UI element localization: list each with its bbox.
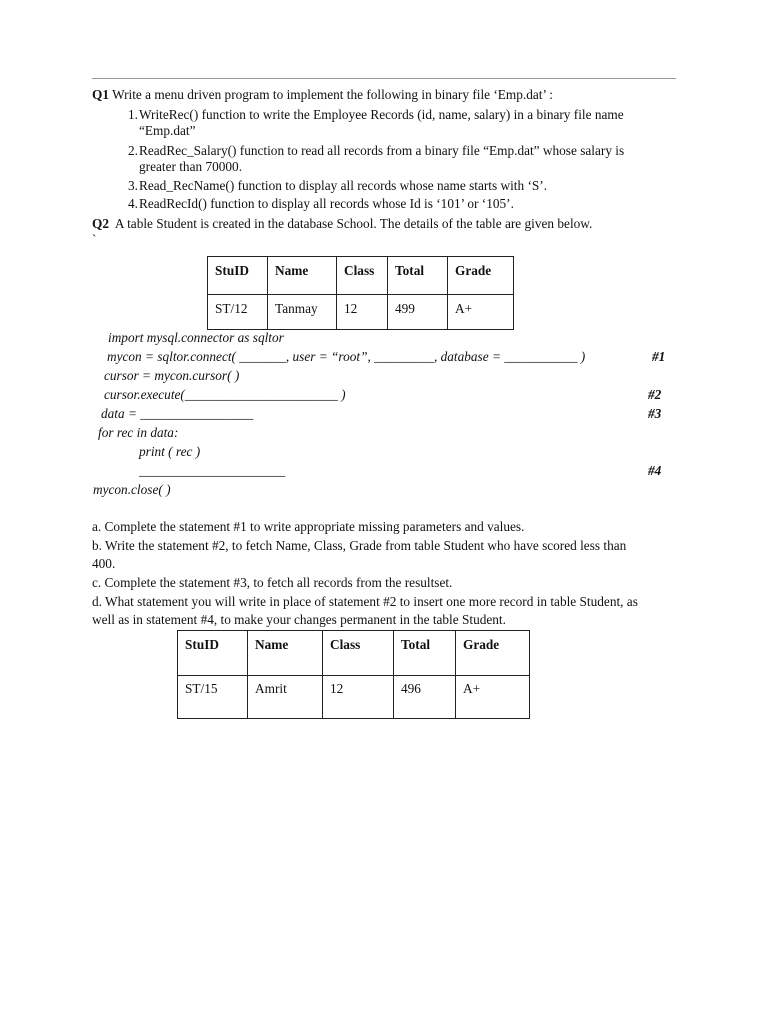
q2-label: Q2 (92, 216, 109, 231)
table-row (208, 295, 514, 330)
part-b: b. Write the statement #2, to fetch Name, Class, Grade from table Student who have scored less than (92, 538, 627, 553)
header-cell: Class (323, 631, 394, 676)
q2-heading (92, 216, 592, 232)
student-table-2 (177, 630, 530, 719)
header-cell: StuID (178, 631, 248, 676)
q1-item-text: ReadRecId() function to display all records whose Id is ‘101’ or ‘105’. (139, 196, 514, 211)
code-tag-1: #1 (652, 349, 666, 364)
q1-item-number: 3. (128, 178, 138, 193)
q1-item-2 (112, 143, 672, 175)
code-tag-2: #2 (648, 387, 662, 402)
table-header-row (178, 631, 530, 676)
q2-text: A table Student is created in the database School. The details of the table are given below. (114, 216, 593, 231)
q1-item-text: WriteRec() function to write the Employee Records (id, name, salary) in a binary file name (139, 107, 624, 122)
part-d: d. What statement you will write in place of statement #2 to insert one more record in table Student, as (92, 594, 638, 609)
table-cell: 496 (394, 676, 456, 719)
code-line-connect: mycon = sqltor.connect( _______, user = “root”, _________, database = ___________ ) (107, 349, 586, 364)
header-cell: Total (388, 257, 448, 295)
q1-item-text-cont: “Emp.dat” (139, 123, 196, 138)
q1-item-text: ReadRec_Salary() function to read all records from a binary file “Emp.dat” whose salary is (139, 143, 625, 158)
q1-item-1 (112, 107, 672, 139)
q1-item-number: 4. (128, 196, 138, 211)
q1-item-4 (112, 196, 672, 212)
q1-label: Q1 (92, 87, 109, 102)
q1-heading (92, 87, 553, 103)
stray-mark: ` (92, 232, 97, 247)
part-c: c. Complete the statement #3, to fetch all records from the resultset. (92, 575, 453, 590)
header-cell: Class (337, 257, 388, 295)
table-header-row (208, 257, 514, 295)
table-cell: 12 (323, 676, 394, 719)
header-cell: Grade (448, 257, 514, 295)
q1-text: Write a menu driven program to implement the following in binary file ‘Emp.dat’ : (112, 87, 553, 102)
q1-item-text-cont: greater than 70000. (139, 159, 243, 174)
q1-item-text: Read_RecName() function to display all records whose name starts with ‘S’. (139, 178, 548, 193)
code-line-close: mycon.close( ) (93, 482, 171, 497)
table-cell: ST/12 (208, 295, 268, 330)
table-cell: ST/15 (178, 676, 248, 719)
code-line-execute: cursor.execute(_______________________ ) (104, 387, 346, 402)
part-b-cont: 400. (92, 556, 116, 571)
part-a: a. Complete the statement #1 to write appropriate missing parameters and values. (92, 519, 525, 534)
q1-item-number: 1. (128, 107, 138, 122)
header-cell: Name (268, 257, 337, 295)
code-line-for: for rec in data: (98, 425, 179, 440)
table-cell: Amrit (248, 676, 323, 719)
table-cell: A+ (456, 676, 530, 719)
code-line-print: print ( rec ) (139, 444, 201, 459)
q1-item-number: 2. (128, 143, 138, 158)
code-line-blank: ______________________ (139, 463, 286, 478)
header-cell: Name (248, 631, 323, 676)
part-d-cont: well as in statement #4, to make your changes permanent in the table Student. (92, 612, 506, 627)
table-cell: Tanmay (268, 295, 337, 330)
top-rule (92, 78, 676, 79)
table-row (178, 676, 530, 719)
student-table-1 (207, 256, 514, 330)
code-line-data: data = _________________ (101, 406, 254, 421)
table-cell: 12 (337, 295, 388, 330)
header-cell: StuID (208, 257, 268, 295)
code-tag-3: #3 (648, 406, 662, 421)
code-line-import: import mysql.connector as sqltor (108, 330, 284, 345)
code-line-cursor: cursor = mycon.cursor( ) (104, 368, 240, 383)
table-cell: A+ (448, 295, 514, 330)
q1-item-3 (112, 178, 672, 194)
table-cell: 499 (388, 295, 448, 330)
code-tag-4: #4 (648, 463, 662, 478)
header-cell: Total (394, 631, 456, 676)
header-cell: Grade (456, 631, 530, 676)
